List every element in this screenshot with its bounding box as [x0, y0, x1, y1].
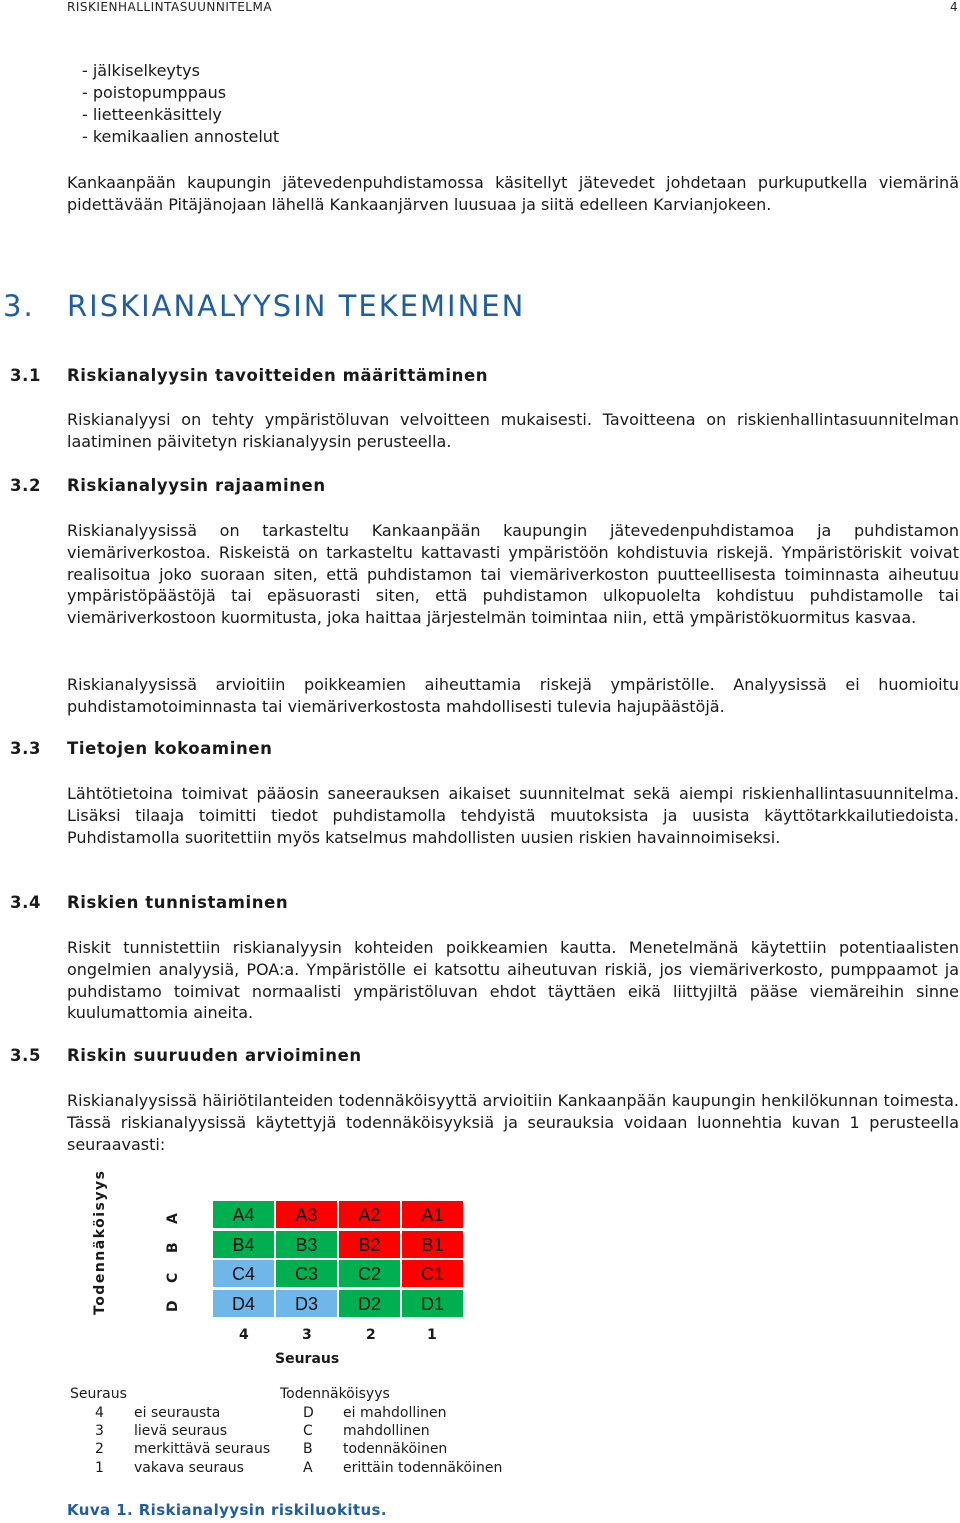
matrix-cell: B3	[275, 1230, 338, 1259]
subsection-number: 3.1	[10, 366, 42, 385]
matrix-cell: D1	[401, 1289, 464, 1318]
paragraph: Riskianalyysissä on tarkasteltu Kankaanpään kaupungin jätevedenpuhdistamoa ja puhdistamon viemäriverkostoa. Riskeistä on tarkasteltu kattavasti ympäristöön kohdistuvia riskejä. Ympäristöriskit voivat realisoitua joko suoraan siten, että puhdistamon tai viemäriverkoston puutteellisesta toiminnasta aiheutuu ympäristöpäästöjä tai epäsuorasti siten, että puhdistamon ulkopuolelta kohdistuu puhdistamolle tai viemäriverkostoon kuormitusta, joka haittaa järjestelmän toimintaa niin, että ympäristökuormitus kasvaa.	[67, 521, 959, 628]
matrix-col-label: 4	[239, 1327, 249, 1343]
list-item: - lietteenkäsittely	[82, 105, 222, 124]
paragraph: Lähtötietoina toimivat pääosin saneerauksen aikaiset suunnitelmat sekä aiempi riskienhallintasuunnitelma. Lisäksi tilaaja toimitti tiedot puhdistamolla tehdyistä muutoksista ja uusista käyttötarkkailutiedoista. Puhdistamolla suoritettiin myös katselmus mahdollisten uusien riskien havainnoimiseksi.	[67, 784, 959, 847]
list-item: - poistopumppaus	[82, 83, 227, 102]
matrix-cell: C1	[401, 1259, 464, 1288]
matrix-row-label: A	[165, 1213, 181, 1224]
legend-header-todennakoisyys: Todennäköisyys	[280, 1386, 390, 1402]
legend-value: merkittävä seuraus	[134, 1441, 271, 1457]
legend-key: 3	[95, 1423, 104, 1439]
risk-matrix-grid	[212, 1200, 464, 1318]
subsection-title: Tietojen kokoaminen	[67, 739, 273, 758]
figure-caption: Kuva 1. Riskianalyysin riskiluokitus.	[67, 1501, 387, 1519]
matrix-cell: D3	[275, 1289, 338, 1318]
matrix-cell: A3	[275, 1200, 338, 1229]
paragraph: Riskit tunnistettiin riskianalyysin kohteiden poikkeamien kautta. Menetelmänä käytettiin potentiaalisten ongelmien analyysiä, POA:a. Ympäristölle ei katsottu aiheutuvan riskiä, jos viemäriverkosto, pumppaamot ja puhdistamo toimivat normaalisti ympäristöluvan ehdot täyttäen eikä liittyjiltä pääse viemäreihin sinne kuulumattomia aineita.	[67, 938, 959, 1023]
matrix-cell: A4	[212, 1200, 275, 1229]
running-header: RISKIENHALLINTASUUNNITELMA	[67, 0, 273, 14]
matrix-cell: B4	[212, 1230, 275, 1259]
matrix-cell: B1	[401, 1230, 464, 1259]
legend-key: B	[303, 1441, 313, 1457]
matrix-cell: C3	[275, 1259, 338, 1288]
subsection-heading	[10, 739, 272, 758]
matrix-col-label: 3	[302, 1327, 312, 1343]
subsection-number: 3.4	[10, 893, 42, 912]
subsection-title: Riskianalyysin tavoitteiden määrittäminen	[67, 366, 489, 385]
section-number: 3.	[3, 289, 35, 323]
subsection-title: Riskin suuruuden arvioiminen	[67, 1046, 362, 1065]
page-number: 4	[950, 0, 958, 14]
intro-paragraph: Kankaanpään kaupungin jätevedenpuhdistamossa käsitellyt jätevedet johdetaan purkuputkella viemärinä pidettävään Pitäjänojaan lähellä Kankaanjärven luusuaa ja siitä edelleen Karvianjokeen.	[67, 173, 959, 214]
legend-key: A	[303, 1460, 313, 1476]
legend-value: lievä seuraus	[134, 1423, 227, 1439]
matrix-cell: A1	[401, 1200, 464, 1229]
list-item: - jälkiselkeytys	[82, 61, 200, 80]
legend-value: ei mahdollinen	[343, 1405, 447, 1421]
legend-header-seuraus: Seuraus	[70, 1386, 127, 1402]
section-title: RISKIANALYYSIN TEKEMINEN	[67, 289, 526, 323]
subsection-number: 3.3	[10, 739, 42, 758]
paragraph: Riskianalyysissä arvioitiin poikkeamien aiheuttamia riskejä ympäristölle. Analyysissä ei huomioitu puhdistamotoiminnasta tai viemäriverkostosta mahdollisesti tulevia hajupäästöjä.	[67, 675, 959, 716]
matrix-cell: A2	[338, 1200, 401, 1229]
matrix-x-axis-label: Seuraus	[275, 1351, 340, 1367]
paragraph: Riskianalyysissä häiriötilanteiden todennäköisyyttä arvioitiin Kankaanpään kaupungin henkilökunnan toimesta. Tässä riskianalyysissä käytettyjä todennäköisyyksiä ja seurauksia voidaan luonnehtia kuvan 1 perusteella seuraavasti:	[67, 1091, 959, 1154]
legend-value: erittäin todennäköinen	[343, 1460, 503, 1476]
subsection-title: Riskien tunnistaminen	[67, 893, 289, 912]
legend-value: vakava seuraus	[134, 1460, 244, 1476]
paragraph: Riskianalyysi on tehty ympäristöluvan velvoitteen mukaisesti. Tavoitteena on riskienhallintasuunnitelman laatiminen päivitetyn riskianalyysin perusteella.	[67, 410, 959, 451]
matrix-cell: D2	[338, 1289, 401, 1318]
subsection-number: 3.5	[10, 1046, 42, 1065]
legend-key: C	[303, 1423, 313, 1439]
matrix-col-label: 2	[366, 1327, 376, 1343]
legend-key: 1	[95, 1460, 104, 1476]
subsection-heading	[10, 366, 488, 385]
matrix-y-axis-label: Todennäköisyys	[92, 1169, 108, 1315]
matrix-cell: C4	[212, 1259, 275, 1288]
bullet-list	[82, 60, 279, 148]
legend-key: 4	[95, 1405, 104, 1421]
list-item: - kemikaalien annostelut	[82, 127, 280, 146]
matrix-row-label: D	[165, 1300, 181, 1312]
matrix-cell: D4	[212, 1289, 275, 1318]
legend-value: todennäköinen	[343, 1441, 448, 1457]
subsection-title: Riskianalyysin rajaaminen	[67, 476, 326, 495]
legend-value: mahdollinen	[343, 1423, 430, 1439]
legend-key: D	[303, 1405, 314, 1421]
matrix-col-label: 1	[427, 1327, 437, 1343]
subsection-heading	[10, 476, 326, 495]
matrix-row-label: B	[165, 1242, 181, 1253]
matrix-row-label: C	[165, 1272, 181, 1283]
legend-key: 2	[95, 1441, 104, 1457]
section-heading	[3, 289, 525, 323]
matrix-cell: B2	[338, 1230, 401, 1259]
legend-value: ei seurausta	[134, 1405, 221, 1421]
subsection-heading	[10, 893, 288, 912]
subsection-number: 3.2	[10, 476, 42, 495]
matrix-cell: C2	[338, 1259, 401, 1288]
subsection-heading	[10, 1046, 362, 1065]
